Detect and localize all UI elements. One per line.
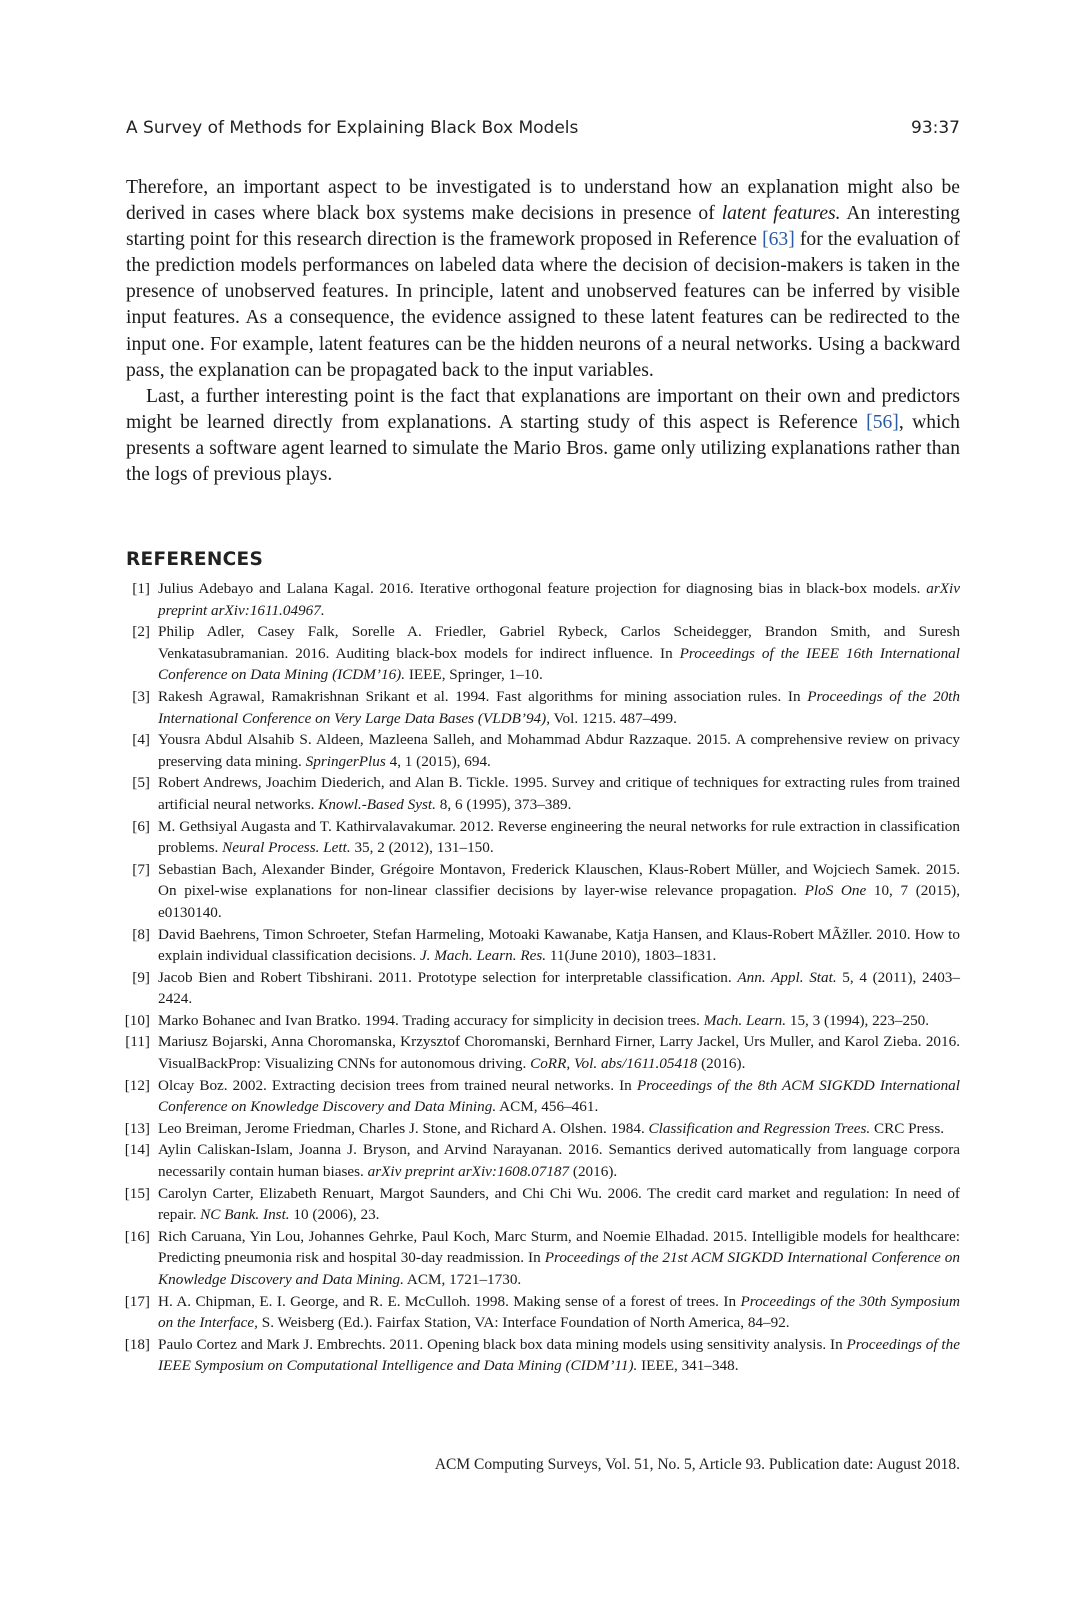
reference-authors-title: Aylin Caliskan-Islam, Joanna J. Bryson, and Arvind Narayanan. 2016. Semantics derived automatically from language corpora necessarily contain human biases. — [158, 1141, 960, 1181]
reference-text — [158, 967, 960, 1010]
citation-link-56[interactable]: [56] — [866, 411, 899, 433]
reference-details: 15, 3 (1994), 223–250. — [786, 1011, 930, 1029]
reference-item — [118, 1226, 960, 1291]
reference-venue: SpringerPlus — [305, 752, 386, 770]
reference-venue: Proceedings of the 30th Symposium on the Interface, — [158, 1292, 960, 1332]
reference-item — [118, 578, 960, 621]
reference-item — [118, 621, 960, 686]
reference-text — [158, 1139, 960, 1182]
reference-venue: arXiv preprint arXiv:1608.07187 — [367, 1163, 570, 1181]
reference-item — [118, 1075, 960, 1118]
reference-number: [4] — [132, 731, 150, 749]
reference-authors-title: M. Gethsiyal Augasta and T. Kathirvalavakumar. 2012. Reverse engineering the neural networks for rule extraction in classification problems. — [158, 817, 960, 857]
reference-number: [5] — [132, 774, 150, 792]
reference-venue: arXiv preprint arXiv:1611.04967. — [158, 580, 960, 619]
reference-venue: NC Bank. Inst. — [200, 1206, 290, 1224]
reference-details: 4, 1 (2015), 694. — [385, 752, 491, 770]
reference-venue: J. Mach. Learn. Res. — [419, 947, 547, 965]
reference-details: 10 (2006), 23. — [289, 1206, 380, 1224]
reference-item — [118, 1334, 960, 1377]
reference-item — [118, 772, 960, 815]
reference-text — [158, 1183, 960, 1226]
reference-item — [118, 686, 960, 729]
reference-text — [158, 1118, 960, 1140]
reference-authors-title: Marko Bohanec and Ivan Bratko. 1994. Trading accuracy for simplicity in decision trees. — [158, 1011, 704, 1029]
reference-details: 35, 2 (2012), 131–150. — [350, 839, 494, 857]
running-header — [126, 118, 960, 138]
reference-text — [158, 816, 960, 859]
reference-text — [158, 924, 960, 967]
reference-number: [16] — [124, 1227, 150, 1245]
text: for the evaluation of the prediction models performances on labeled data where the decision of decision-makers is taken in the presence of unobserved features. In principle, latent and unobserved features can be inferred by visible input features. As a consequence, the evidence assigned to these latent features can be redirected to the input one. For example, latent features can be the hidden neurons of a neural networks. Using a backward pass, the explanation can be propagated back to the input variables. — [126, 229, 960, 381]
reference-authors-title: David Baehrens, Timon Schroeter, Stefan Harmeling, Motoaki Kawanabe, Katja Hansen, and Klaus-Robert MÃžller. 2010. How to explain individual classification decisions. — [158, 925, 960, 965]
footer-citation: ACM Computing Surveys, Vol. 51, No. 5, Article 93. Publication date: August 2018. — [434, 1456, 960, 1473]
reference-authors-title: Carolyn Carter, Elizabeth Renuart, Margot Saunders, and Chi Chi Wu. 2006. The credit card market and regulation: In need of repair. — [158, 1184, 960, 1224]
reference-venue: Classification and Regression Trees. — [648, 1119, 871, 1137]
page-number: 93:37 — [911, 118, 960, 138]
reference-authors-title: Julius Adebayo and Lalana Kagal. 2016. Iterative orthogonal feature projection for diagnosing bias in black-box models. — [158, 580, 927, 597]
reference-number: [10] — [124, 1011, 150, 1029]
reference-details: S. Weisberg (Ed.). Fairfax Station, VA: Interface Foundation of North America, 84–92. — [257, 1314, 790, 1332]
reference-venue: Proceedings of the 20th International Conference on Very Large Data Bases (VLDB’94), — [158, 687, 960, 727]
reference-item — [118, 816, 960, 859]
reference-number: [14] — [124, 1141, 150, 1159]
reference-item — [118, 859, 960, 924]
reference-number: [11] — [125, 1033, 150, 1051]
reference-venue: Knowl.-Based Syst. — [318, 795, 436, 813]
reference-authors-title: Rakesh Agrawal, Ramakrishnan Srikant et al. 1994. Fast algorithms for mining association rules. In — [158, 687, 808, 705]
text: Last, a further interesting point is the fact that explanations are important on their own and predictors might be learned directly from explanations. A starting study of this aspect is Reference — [126, 385, 960, 433]
reference-authors-title: Sebastian Bach, Alexander Binder, Grégoire Montavon, Frederick Klauschen, Klaus-Robert Müller, and Wojciech Samek. 2015. On pixel-wise explanations for non-linear classifier decisions by layer-wise relevance propagation. — [158, 860, 960, 900]
reference-details: ACM, 456–461. — [496, 1098, 599, 1116]
reference-venue: Mach. Learn. — [703, 1011, 787, 1029]
reference-number: [18] — [124, 1335, 150, 1353]
reference-venue: PloS One — [804, 882, 867, 900]
reference-text — [158, 1031, 960, 1074]
reference-number: [1] — [132, 580, 150, 597]
reference-text — [158, 1291, 960, 1334]
reference-number: [3] — [132, 687, 150, 705]
reference-text — [158, 729, 960, 772]
reference-venue: Proceedings of the 21st ACM SIGKDD International Conference on Knowledge Discovery and Data Mining. — [158, 1249, 960, 1288]
reference-item — [118, 729, 960, 772]
reference-details: 11(June 2010), 1803–1831. — [546, 947, 717, 965]
body-text — [126, 175, 960, 488]
reference-item — [118, 1118, 960, 1140]
reference-item — [118, 967, 960, 1010]
reference-venue: Proceedings of the 8th ACM SIGKDD International Conference on Knowledge Discovery and Data Mining. — [158, 1076, 960, 1116]
reference-number: [8] — [132, 925, 150, 943]
reference-number: [17] — [124, 1292, 150, 1310]
reference-details: ACM, 1721–1730. — [403, 1271, 522, 1288]
references-list — [118, 578, 960, 1377]
reference-item — [118, 1010, 960, 1032]
reference-authors-title: Paulo Cortez and Mark J. Embrechts. 2011. Opening black box data mining models using sensitivity analysis. In — [158, 1335, 847, 1353]
reference-authors-title: Philip Adler, Casey Falk, Sorelle A. Friedler, Gabriel Rybeck, Carlos Scheidegger, Brandon Smith, and Suresh Venkatasubramanian. 2016. Auditing black-box models for indirect influence. In — [158, 623, 960, 662]
reference-venue: Ann. Appl. Stat. — [737, 968, 837, 986]
reference-text — [158, 772, 960, 815]
reference-details: IEEE, 341–348. — [637, 1357, 739, 1375]
reference-authors-title: Mariusz Bojarski, Anna Choromanska, Krzysztof Choromanski, Bernhard Firner, Larry Jackel, Urs Muller, and Karol Zieba. 2016. VisualBackProp: Visualizing CNNs for autonomous driving. — [158, 1033, 960, 1073]
reference-text — [158, 1334, 960, 1377]
reference-number: [2] — [132, 623, 150, 641]
reference-number: [13] — [124, 1119, 150, 1137]
reference-number: [9] — [132, 968, 150, 986]
emphasis: latent features. — [721, 203, 841, 225]
reference-text — [158, 859, 960, 924]
reference-details: Vol. 1215. 487–499. — [550, 709, 677, 727]
reference-authors-title: Robert Andrews, Joachim Diederich, and Alan B. Tickle. 1995. Survey and critique of techniques for extracting rules from trained artificial neural networks. — [158, 774, 960, 813]
reference-authors-title: Yousra Abdul Alsahib S. Aldeen, Mazleena Salleh, and Mohammad Abdur Razzaque. 2015. A comprehensive review on privacy preserving data mining. — [158, 731, 960, 770]
reference-number: [12] — [124, 1076, 150, 1094]
reference-item — [118, 924, 960, 967]
reference-authors-title: Olcay Boz. 2002. Extracting decision trees from trained neural networks. In — [158, 1076, 637, 1094]
reference-details: 5, 4 (2011), 2403–2424. — [158, 968, 960, 1008]
reference-authors-title: Rich Caruana, Yin Lou, Johannes Gehrke, Paul Koch, Marc Sturm, and Noemie Elhadad. 2015. Intelligible models for healthcare: Predicting pneumonia risk and hospital 30-day readmission. In — [158, 1227, 960, 1267]
reference-venue: Proceedings of the IEEE Symposium on Computational Intelligence and Data Mining (CIDM’11). — [158, 1335, 960, 1375]
reference-number: [6] — [132, 817, 150, 835]
reference-number: [7] — [132, 860, 150, 878]
reference-details: CRC Press. — [870, 1119, 945, 1137]
reference-text — [158, 621, 960, 686]
reference-details: 10, 7 (2015), e0130140. — [158, 882, 960, 921]
reference-venue: Proceedings of the IEEE 16th International Conference on Data Mining (ICDM’16). — [158, 644, 960, 684]
reference-item — [118, 1139, 960, 1182]
reference-text — [158, 578, 960, 621]
paragraph-2 — [126, 384, 960, 488]
reference-details: IEEE, Springer, 1–10. — [405, 666, 543, 684]
reference-venue: Neural Process. Lett. — [222, 839, 351, 857]
reference-text — [158, 1075, 960, 1118]
reference-authors-title: H. A. Chipman, E. I. George, and R. E. McCulloh. 1998. Making sense of a forest of trees. In — [158, 1292, 741, 1310]
paragraph-1 — [126, 175, 960, 384]
text: An interesting starting point for this research direction is the framework proposed in Reference — [126, 203, 960, 251]
reference-text — [158, 1010, 960, 1032]
reference-details: (2016). — [697, 1055, 746, 1073]
reference-number: [15] — [124, 1184, 150, 1202]
reference-authors-title: Leo Breiman, Jerome Friedman, Charles J. Stone, and Richard A. Olshen. 1984. — [158, 1119, 649, 1137]
reference-text — [158, 686, 960, 729]
reference-venue: CoRR, Vol. abs/1611.05418 — [530, 1055, 698, 1073]
reference-item — [118, 1291, 960, 1334]
text: Therefore, an important aspect to be investigated is to understand how an explanation might also be derived in cases where black box systems make decisions in presence of — [126, 177, 960, 225]
reference-item — [118, 1031, 960, 1074]
reference-text — [158, 1226, 960, 1291]
text: , which presents a software agent learned to simulate the Mario Bros. game only utilizing explanations rather than the logs of previous plays. — [126, 411, 960, 486]
references-heading: REFERENCES — [126, 549, 264, 570]
citation-link-63[interactable]: [63] — [762, 229, 795, 251]
reference-details: 8, 6 (1995), 373–389. — [435, 795, 572, 813]
reference-authors-title: Jacob Bien and Robert Tibshirani. 2011. Prototype selection for interpretable classification. — [158, 968, 738, 986]
reference-item — [118, 1183, 960, 1226]
running-title: A Survey of Methods for Explaining Black Box Models — [126, 118, 579, 138]
reference-details: (2016). — [569, 1163, 618, 1181]
